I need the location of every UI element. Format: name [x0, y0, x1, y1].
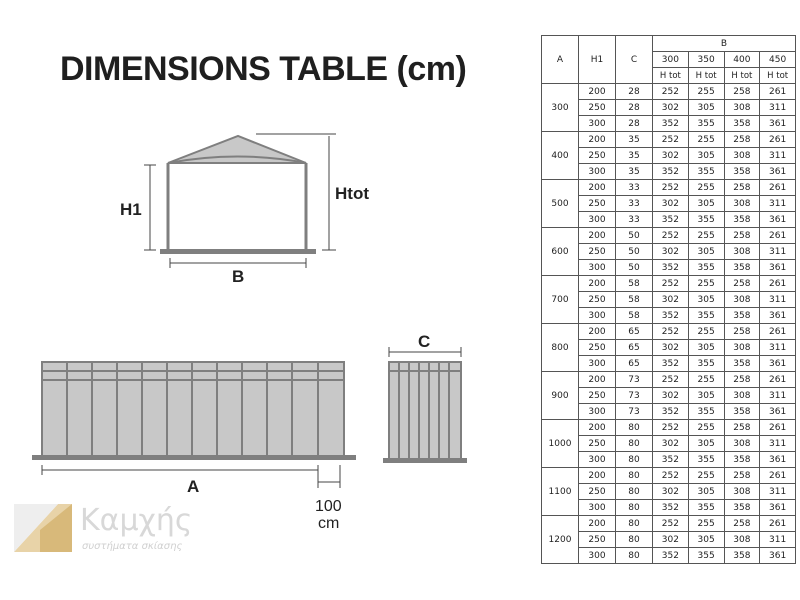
c-value: 35 [616, 164, 653, 180]
htot-value: 261 [760, 276, 796, 292]
header-b: B [653, 36, 796, 52]
htot-value: 358 [724, 116, 760, 132]
table-row [542, 228, 796, 244]
c-value: 50 [616, 244, 653, 260]
table-row [542, 260, 796, 276]
h1-value: 250 [579, 340, 616, 356]
htot-value: 308 [724, 484, 760, 500]
header-a: A [542, 36, 579, 84]
table-row [542, 532, 796, 548]
htot-value: 255 [688, 372, 724, 388]
htot-value: 258 [724, 468, 760, 484]
htot-value: 252 [653, 372, 689, 388]
header-h1: H1 [579, 36, 616, 84]
htot-value: 261 [760, 324, 796, 340]
htot-value: 258 [724, 180, 760, 196]
htot-value: 261 [760, 84, 796, 100]
b-value: 350 [688, 52, 724, 68]
c-value: 80 [616, 500, 653, 516]
htot-value: 311 [760, 292, 796, 308]
htot-value: 308 [724, 292, 760, 308]
h1-value: 250 [579, 292, 616, 308]
table-row [542, 196, 796, 212]
htot-value: 361 [760, 356, 796, 372]
htot-value: 261 [760, 372, 796, 388]
table-row [542, 388, 796, 404]
a-value: 1100 [542, 468, 579, 516]
c-value: 35 [616, 132, 653, 148]
htot-value: 258 [724, 84, 760, 100]
h1-value: 250 [579, 244, 616, 260]
c-value: 80 [616, 452, 653, 468]
htot-value: 258 [724, 372, 760, 388]
h1-value: 200 [579, 180, 616, 196]
c-value: 80 [616, 484, 653, 500]
extra-length-value: 100 [315, 498, 342, 515]
table-row [542, 84, 796, 100]
htot-value: 311 [760, 532, 796, 548]
htot-value: 305 [688, 196, 724, 212]
htot-value: 258 [724, 132, 760, 148]
htot-value: 252 [653, 468, 689, 484]
htot-value: 302 [653, 532, 689, 548]
htot-value: 308 [724, 388, 760, 404]
h1-value: 300 [579, 500, 616, 516]
c-value: 80 [616, 516, 653, 532]
htot-value: 358 [724, 500, 760, 516]
table-row [542, 244, 796, 260]
htot-value: 358 [724, 548, 760, 564]
htot-value: 311 [760, 340, 796, 356]
h1-value: 250 [579, 148, 616, 164]
htot-value: 261 [760, 468, 796, 484]
htot-value: 355 [688, 308, 724, 324]
htot-value: 261 [760, 420, 796, 436]
htot-value: 308 [724, 244, 760, 260]
table-row [542, 516, 796, 532]
htot-value: 261 [760, 180, 796, 196]
b-value: 300 [653, 52, 689, 68]
htot-value: 358 [724, 308, 760, 324]
h1-value: 200 [579, 276, 616, 292]
c-value: 28 [616, 100, 653, 116]
htot-value: 308 [724, 148, 760, 164]
c-value: 35 [616, 148, 653, 164]
htot-value: 305 [688, 532, 724, 548]
htot-value: 355 [688, 452, 724, 468]
c-value: 80 [616, 532, 653, 548]
c-value: 58 [616, 276, 653, 292]
b-value: 450 [760, 52, 796, 68]
htot-value: 355 [688, 212, 724, 228]
htot-value: 305 [688, 484, 724, 500]
htot-value: 255 [688, 180, 724, 196]
a-value: 900 [542, 372, 579, 420]
htot-value: 358 [724, 260, 760, 276]
c-value: 80 [616, 548, 653, 564]
h1-value: 200 [579, 84, 616, 100]
htot-value: 255 [688, 324, 724, 340]
table-row [542, 484, 796, 500]
htot-header: H tot [653, 68, 689, 84]
htot-value: 305 [688, 436, 724, 452]
htot-value: 258 [724, 420, 760, 436]
htot-value: 355 [688, 404, 724, 420]
htot-value: 261 [760, 132, 796, 148]
table-body [542, 84, 796, 564]
c-value: 65 [616, 356, 653, 372]
h1-value: 200 [579, 372, 616, 388]
htot-value: 355 [688, 116, 724, 132]
h1-value: 300 [579, 404, 616, 420]
htot-value: 352 [653, 164, 689, 180]
h1-value: 300 [579, 164, 616, 180]
htot-value: 311 [760, 148, 796, 164]
page-title: DIMENSIONS TABLE (cm) [60, 50, 467, 88]
htot-value: 255 [688, 420, 724, 436]
htot-value: 258 [724, 516, 760, 532]
htot-value: 308 [724, 340, 760, 356]
htot-value: 252 [653, 180, 689, 196]
htot-value: 361 [760, 260, 796, 276]
htot-value: 255 [688, 84, 724, 100]
htot-value: 352 [653, 308, 689, 324]
htot-value: 302 [653, 340, 689, 356]
c-value: 80 [616, 468, 653, 484]
front-view [144, 134, 336, 268]
htot-value: 358 [724, 452, 760, 468]
htot-value: 352 [653, 452, 689, 468]
htot-value: 355 [688, 548, 724, 564]
htot-value: 352 [653, 548, 689, 564]
table-row [542, 420, 796, 436]
htot-value: 261 [760, 228, 796, 244]
h1-value: 300 [579, 116, 616, 132]
c-value: 28 [616, 116, 653, 132]
a-value: 500 [542, 180, 579, 228]
htot-value: 361 [760, 548, 796, 564]
end-view [383, 347, 467, 463]
htot-value: 308 [724, 100, 760, 116]
c-value: 58 [616, 308, 653, 324]
c-value: 80 [616, 420, 653, 436]
table-row [542, 164, 796, 180]
htot-value: 355 [688, 356, 724, 372]
table-row [542, 436, 796, 452]
extra-length-unit: cm [318, 515, 340, 532]
h1-value: 250 [579, 436, 616, 452]
htot-value: 258 [724, 228, 760, 244]
table-row [542, 500, 796, 516]
a-value: 700 [542, 276, 579, 324]
htot-value: 252 [653, 276, 689, 292]
htot-value: 252 [653, 324, 689, 340]
a-label: A [187, 477, 200, 496]
c-value: 50 [616, 260, 653, 276]
table-row [542, 372, 796, 388]
htot-value: 252 [653, 420, 689, 436]
htot-value: 305 [688, 244, 724, 260]
table-row [542, 148, 796, 164]
b-value: 400 [724, 52, 760, 68]
h1-label: H1 [120, 200, 142, 219]
htot-value: 261 [760, 516, 796, 532]
htot-value: 255 [688, 228, 724, 244]
h1-value: 250 [579, 388, 616, 404]
c-value: 65 [616, 340, 653, 356]
htot-value: 255 [688, 132, 724, 148]
htot-value: 255 [688, 516, 724, 532]
htot-value: 308 [724, 196, 760, 212]
htot-value: 352 [653, 404, 689, 420]
a-value: 1000 [542, 420, 579, 468]
h1-value: 200 [579, 228, 616, 244]
table-row [542, 276, 796, 292]
htot-value: 302 [653, 244, 689, 260]
htot-value: 352 [653, 212, 689, 228]
htot-value: 308 [724, 436, 760, 452]
htot-value: 358 [724, 212, 760, 228]
dimensions-table [541, 35, 796, 564]
htot-header: H tot [688, 68, 724, 84]
h1-value: 300 [579, 212, 616, 228]
h1-value: 300 [579, 548, 616, 564]
htot-value: 355 [688, 500, 724, 516]
company-logo [14, 504, 72, 552]
a-value: 300 [542, 84, 579, 132]
htot-value: 358 [724, 356, 760, 372]
htot-value: 258 [724, 324, 760, 340]
htot-value: 252 [653, 132, 689, 148]
table-row [542, 468, 796, 484]
c-value: 33 [616, 180, 653, 196]
table-row [542, 116, 796, 132]
h1-value: 250 [579, 532, 616, 548]
htot-value: 361 [760, 500, 796, 516]
htot-value: 311 [760, 388, 796, 404]
h1-value: 250 [579, 100, 616, 116]
c-value: 28 [616, 84, 653, 100]
htot-value: 252 [653, 228, 689, 244]
htot-value: 308 [724, 532, 760, 548]
c-value: 33 [616, 196, 653, 212]
a-value: 1200 [542, 516, 579, 564]
c-value: 73 [616, 372, 653, 388]
c-value: 58 [616, 292, 653, 308]
c-value: 33 [616, 212, 653, 228]
htot-value: 258 [724, 276, 760, 292]
htot-value: 302 [653, 292, 689, 308]
htot-value: 302 [653, 196, 689, 212]
c-label: C [418, 332, 431, 351]
htot-value: 311 [760, 196, 796, 212]
htot-header: H tot [760, 68, 796, 84]
table-row [542, 308, 796, 324]
htot-value: 302 [653, 100, 689, 116]
logo-name: Καμχής [80, 503, 193, 538]
table-row [542, 132, 796, 148]
h1-value: 200 [579, 468, 616, 484]
htot-value: 361 [760, 116, 796, 132]
htot-label: Htot [335, 184, 369, 203]
c-value: 65 [616, 324, 653, 340]
htot-value: 305 [688, 148, 724, 164]
h1-value: 250 [579, 484, 616, 500]
b-label: B [232, 267, 245, 286]
c-value: 50 [616, 228, 653, 244]
htot-value: 305 [688, 292, 724, 308]
htot-value: 311 [760, 244, 796, 260]
htot-value: 252 [653, 516, 689, 532]
htot-value: 305 [688, 388, 724, 404]
htot-value: 311 [760, 436, 796, 452]
h1-value: 300 [579, 452, 616, 468]
htot-value: 355 [688, 164, 724, 180]
htot-value: 358 [724, 404, 760, 420]
htot-value: 305 [688, 100, 724, 116]
side-view [32, 362, 356, 488]
table-row [542, 356, 796, 372]
header-c: C [616, 36, 653, 84]
c-value: 73 [616, 404, 653, 420]
table-row [542, 212, 796, 228]
htot-value: 361 [760, 404, 796, 420]
htot-value: 302 [653, 388, 689, 404]
h1-value: 200 [579, 516, 616, 532]
table-row [542, 100, 796, 116]
htot-value: 352 [653, 116, 689, 132]
htot-value: 302 [653, 484, 689, 500]
a-value: 600 [542, 228, 579, 276]
h1-value: 250 [579, 196, 616, 212]
htot-value: 361 [760, 308, 796, 324]
htot-value: 305 [688, 340, 724, 356]
a-value: 800 [542, 324, 579, 372]
htot-value: 311 [760, 484, 796, 500]
htot-value: 302 [653, 436, 689, 452]
htot-value: 352 [653, 500, 689, 516]
htot-value: 255 [688, 468, 724, 484]
h1-value: 200 [579, 132, 616, 148]
htot-value: 252 [653, 84, 689, 100]
htot-header: H tot [724, 68, 760, 84]
htot-value: 361 [760, 212, 796, 228]
logo-tagline: συστήματα σκίασης [82, 541, 183, 552]
c-value: 73 [616, 388, 653, 404]
c-value: 80 [616, 436, 653, 452]
htot-value: 355 [688, 260, 724, 276]
table-row [542, 324, 796, 340]
a-value: 400 [542, 132, 579, 180]
htot-value: 302 [653, 148, 689, 164]
htot-value: 358 [724, 164, 760, 180]
table-row [542, 404, 796, 420]
htot-value: 255 [688, 276, 724, 292]
h1-value: 300 [579, 356, 616, 372]
h1-value: 200 [579, 324, 616, 340]
htot-value: 361 [760, 452, 796, 468]
h1-value: 300 [579, 308, 616, 324]
h1-value: 300 [579, 260, 616, 276]
h1-value: 200 [579, 420, 616, 436]
htot-value: 352 [653, 260, 689, 276]
table-row [542, 340, 796, 356]
htot-value: 361 [760, 164, 796, 180]
table-row [542, 292, 796, 308]
table-row [542, 452, 796, 468]
table-row [542, 180, 796, 196]
table-row [542, 548, 796, 564]
htot-value: 311 [760, 100, 796, 116]
htot-value: 352 [653, 356, 689, 372]
